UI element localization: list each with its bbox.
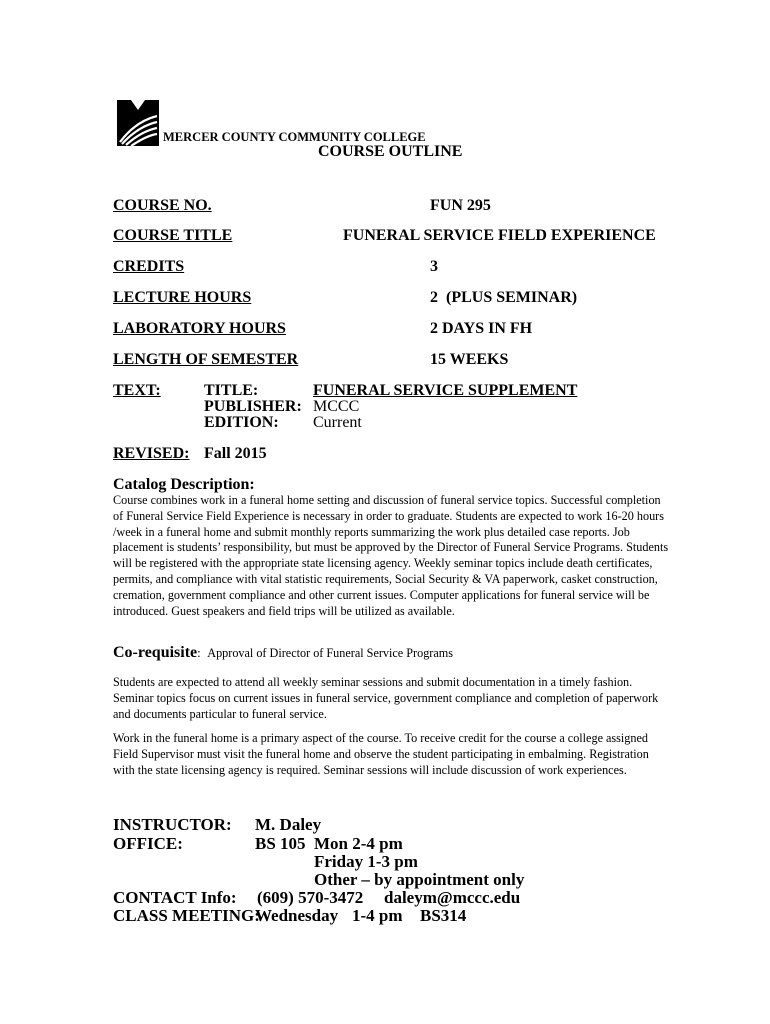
text-edition-label: EDITION:: [204, 414, 279, 431]
course-title-label: COURSE TITLE: [113, 227, 233, 244]
instructor-label: INSTRUCTOR:: [113, 815, 232, 834]
text-publisher-label: PUBLISHER:: [204, 398, 302, 415]
corequisite: Co-requisite: Approval of Director of Funeral Service Programs: [113, 644, 453, 661]
seminar-paragraph: Students are expected to attend all weekly seminar sessions and submit documentation in a timely fashion. Seminar topics focus on current issues in funeral service, government compliance and completion of paperwork and documents particular to funeral service.: [113, 675, 659, 721]
office-label: OFFICE:: [113, 834, 183, 853]
lecture-hours-label: LECTURE HOURS: [113, 289, 252, 306]
class-room: BS314: [420, 906, 467, 925]
field-work-paragraph: Work in the funeral home is a primary aspect of the course. To receive credit for the course a college assigned Field Supervisor must visit the funeral home and observe the student participating in embalming. Registration with the state licensing agency is required. Seminar sessions will include discussion of work experiences.: [113, 731, 649, 777]
text-title-value: FUNERAL SERVICE SUPPLEMENT: [313, 382, 578, 399]
office-room: BS 105: [255, 834, 306, 853]
catalog-description: Course combines work in a funeral home setting and discussion of funeral service topics. Successful completion of Funeral Service Field Experience is necessary in order to graduate. Students are expected to work 16-20 hours /week in a funeral home and submit monthly reports summarizing the work plus detailed case reports. Job placement is students’ responsibility, but must be approved by the Director of Funeral Service Programs. Students will be registered with the appropriate state licensing agency. Weekly seminar topics include death certificates, permits, and compliance with vital statistic requirements, Social Security & VA paperwork, casket construction, cremation, government compliance and other current issues. Computer applications for funeral service will be introduced. Guest speakers and field trips will be utilized as available.: [113, 493, 669, 618]
office-hours-1: Mon 2-4 pm: [314, 834, 403, 853]
course-no-label: COURSE NO.: [113, 197, 212, 214]
office-hours-3: Other – by appointment only: [314, 870, 525, 889]
catalog-heading: Catalog Description:: [113, 476, 255, 493]
instructor-value: M. Daley: [255, 815, 322, 834]
lab-hours-label: LABORATORY HOURS: [113, 320, 286, 337]
semester-length-label: LENGTH OF SEMESTER: [113, 351, 299, 368]
lecture-hours-value: 2 (PLUS SEMINAR): [430, 289, 578, 306]
class-day: Wednesday: [255, 906, 339, 925]
office-hours-2: Friday 1-3 pm: [314, 852, 418, 871]
college-logo: [117, 100, 159, 146]
text-publisher-value: MCCC: [313, 398, 360, 415]
text-title-label: TITLE:: [204, 382, 259, 399]
credits-value: 3: [430, 258, 438, 275]
text-label: TEXT:: [113, 382, 161, 399]
semester-length-value: 15 WEEKS: [430, 351, 509, 368]
lab-hours-value: 2 DAYS IN FH: [430, 320, 533, 337]
revised-value: Fall 2015: [204, 445, 267, 462]
contact-label: CONTACT Info:: [113, 888, 237, 907]
class-meeting-label: CLASS MEETING:: [113, 906, 260, 925]
revised-label: REVISED:: [113, 445, 190, 462]
college-name: MERCER COUNTY COMMUNITY COLLEGE: [163, 130, 426, 144]
contact-email[interactable]: daleym@mccc.edu: [384, 888, 521, 907]
document-title: COURSE OUTLINE: [318, 143, 463, 160]
course-no-value: FUN 295: [430, 197, 491, 214]
corequisite-text: Approval of Director of Funeral Service Programs: [207, 646, 453, 660]
contact-phone: (609) 570-3472: [257, 888, 364, 907]
course-title-value: FUNERAL SERVICE FIELD EXPERIENCE: [343, 227, 656, 244]
credits-label: CREDITS: [113, 258, 185, 275]
corequisite-label: Co-requisite: [113, 644, 198, 661]
text-edition-value: Current: [313, 414, 362, 431]
class-time: 1-4 pm: [352, 906, 403, 925]
